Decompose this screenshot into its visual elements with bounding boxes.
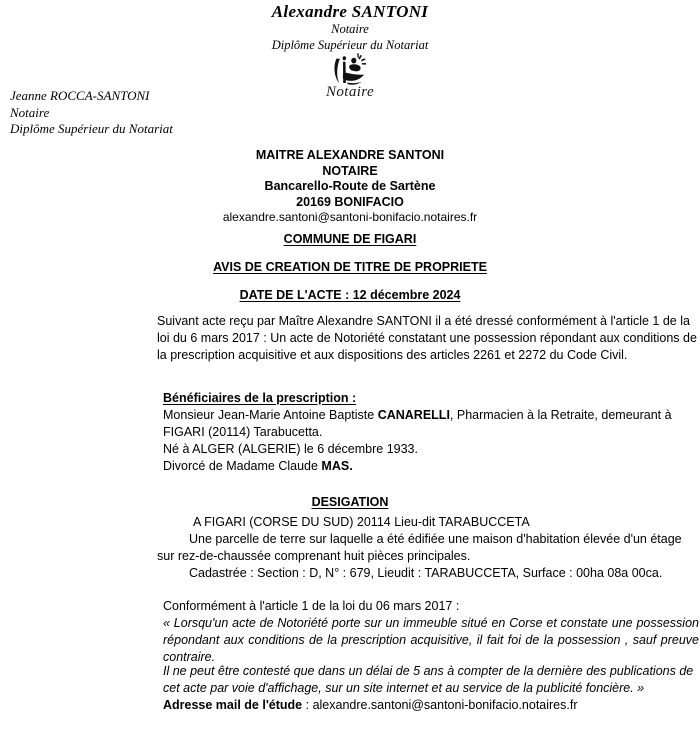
beneficiary-suffix: , Pharmacien à la Retraite, demeurant à FIGARI (20114) Tarabucetta. [163,408,672,439]
office-notary-title: MAITRE ALEXANDRE SANTONI [255,148,445,162]
beneficiary-surname: CANARELLI [377,408,450,422]
designation-location [157,514,699,531]
beneficiaries-heading-text: Bénéficiaires de la prescription : [163,391,357,405]
beneficiaries-details [163,407,699,475]
beneficiary-spouse-surname: MAS. [321,459,353,473]
study-email-value[interactable]: alexandre.santoni@santoni-bonifacio.notaires.fr [312,698,578,712]
logo-wordmark: Notaire [325,84,375,100]
correspondent-role: Notaire [10,104,50,120]
letterhead [0,2,700,53]
designation-details [157,514,699,582]
heading-date-acte-text: DATE DE L'ACTE : 12 décembre 2024 [239,288,461,302]
conformity-line: Conformément à l'article 1 de la loi du 06 mars 2017 : [163,599,460,613]
legal-quote-part2: Il ne peut être contesté que dans un délai de 5 ans à compter de la dernière des publications de cet acte par voie d'affichage, sur un site internet et au service de la publicité foncière. » [163,664,694,695]
office-street: Bancarello-Route de Sartène [264,179,436,193]
office-city: 20169 BONIFACIO [296,194,404,209]
correspondent-diploma: Diplôme Supérieur du Notariat [10,121,173,136]
heading-commune-text: COMMUNE DE FIGARI [283,232,417,246]
notary-name: Alexandre SANTONI [271,2,429,21]
designation-description-text: Une parcelle de terre sur laquelle a été édifiée une maison d'habitation élevée d'un étage sur rez-de-chaussée comprenant huit pièces principales. [157,532,682,563]
designation-cadastre [157,565,699,582]
heading-date-acte [0,288,700,302]
intro-paragraph: Suivant acte reçu par Maître Alexandre SANTONI il a été dressé conformément à l'article 1 de la loi du 6 mars 2017 : Un acte de Notoriété constatant une possession répondant aux conditions de la prescription acquisitive et aux dispositions des articles 2261 et 2272 du Code Civil. [157,314,697,362]
designation-cadastre-text: Cadastrée : Section : D, N° : 679, Lieudit : TARABUCCETA, Surface : 00ha 08a 00ca. [189,566,663,580]
notary-emblem-icon [327,52,373,86]
office-address-block [0,148,700,226]
beneficiary-identity-line [163,407,699,441]
notary-diploma: Diplôme Supérieur du Notariat [271,38,429,52]
study-email-separator: : [302,698,313,712]
designation-description [157,531,699,565]
beneficiary-birth-line: Né à ALGER (ALGERIE) le 6 décembre 1933. [163,442,418,456]
heading-commune [0,232,700,246]
designation-location-text: A FIGARI (CORSE DU SUD) 20114 Lieu-dit TARABUCCETA [193,515,530,529]
notary-role: Notaire [331,22,369,36]
heading-avis-text: AVIS DE CREATION DE TITRE DE PROPRIETE [213,260,487,274]
correspondent-name: Jeanne ROCCA-SANTONI [10,88,150,103]
office-email[interactable]: alexandre.santoni@santoni-bonifacio.notaires.fr [222,210,478,224]
legal-quote-part1: « Lorsqu'un acte de Notoriété porte sur un immeuble situé en Corse et constate une possession répondant aux conditions de la prescription acquisitive, il fait foi de la possession , sauf preuve contraire. [163,616,699,664]
beneficiary-prefix: Monsieur Jean-Marie Antoine Baptiste [163,408,378,422]
beneficiary-marital-line [163,458,699,475]
correspondent-block [10,88,173,138]
study-email-label: Adresse mail de l'étude [163,698,303,712]
heading-designation [0,495,700,509]
heading-designation-text: DESIGATION [311,495,389,509]
heading-avis [0,260,700,274]
beneficiary-marital-prefix: Divorcé de Madame Claude [163,459,322,473]
beneficiaries-heading [163,390,563,407]
office-notary-role: NOTAIRE [322,163,378,178]
study-email-line [163,697,699,714]
